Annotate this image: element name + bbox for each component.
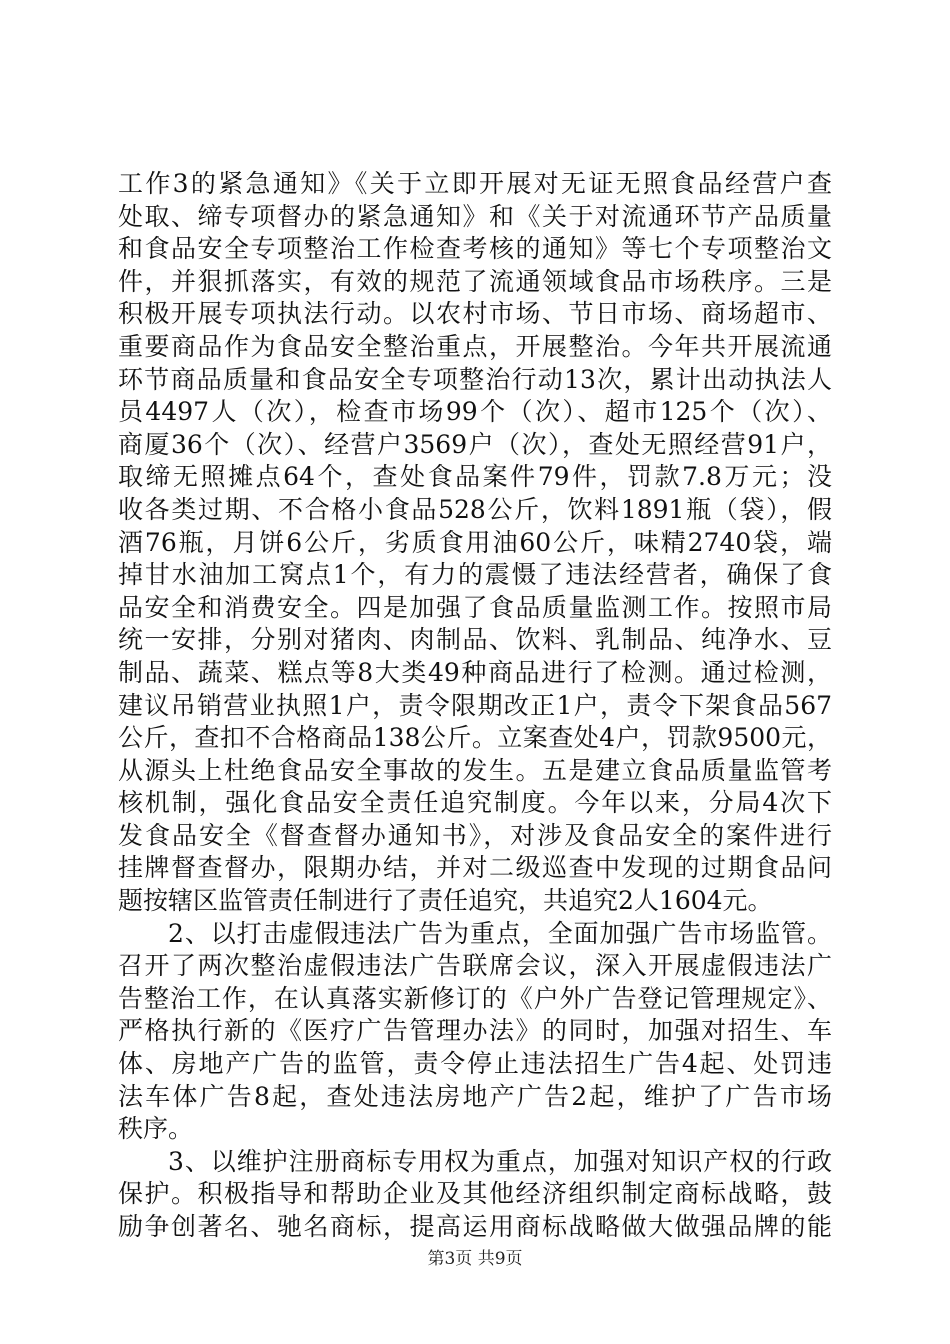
text-line: 制品、蔬菜、糕点等8大类49种商品进行了检测。通过检测， <box>118 657 832 687</box>
text-line: 法车体广告8起，查处违法房地产广告2起，维护了广告市场 <box>118 1081 832 1111</box>
text-line: 核机制，强化食品安全责任追究制度。今年以来，分局4次下 <box>118 788 832 818</box>
document-body <box>118 168 832 1244</box>
text-line: 从源头上杜绝食品安全事故的发生。五是建立食品质量监管考 <box>118 755 832 785</box>
text-line: 品安全和消费安全。四是加强了食品质量监测工作。按照市局 <box>118 592 832 622</box>
text-line: 保护。积极指导和帮助企业及其他经济组织制定商标战略，鼓 <box>118 1179 832 1209</box>
text-line: 3、以维护注册商标专用权为重点，加强对知识产权的行政 <box>168 1146 832 1176</box>
paragraph-food-safety <box>118 168 832 918</box>
text-line: 收各类过期、不合格小食品528公斤，饮料1891瓶（袋），假 <box>118 494 832 524</box>
paragraph-advertising <box>118 918 832 1146</box>
text-line: 告整治工作，在认真落实新修订的《户外广告登记管理规定》、 <box>118 983 832 1013</box>
text-line: 建议吊销营业执照1户，责令限期改正1户，责令下架食品567 <box>118 690 832 720</box>
text-line: 体、房地产广告的监管，责令停止违法招生广告4起、处罚违 <box>118 1049 832 1079</box>
paragraph-trademark <box>118 1146 832 1244</box>
text-line: 件，并狠抓落实，有效的规范了流通领域食品市场秩序。三是 <box>118 266 832 296</box>
text-line: 掉甘水油加工窝点1个，有力的震慑了违法经营者，确保了食 <box>118 560 832 590</box>
text-line: 商厦36个（次）、经营户3569户（次），查处无照经营91户， <box>118 429 832 459</box>
text-line: 处取、缔专项督办的紧急通知》和《关于对流通环节产品质量 <box>118 201 832 231</box>
text-line: 励争创著名、驰名商标，提高运用商标战略做大做强品牌的能 <box>118 1212 832 1241</box>
page-number-footer: 第3页 共9页 <box>427 1249 523 1269</box>
text-line: 挂牌督查督办，限期办结，并对二级巡查中发现的过期食品问 <box>118 853 832 883</box>
text-line: 召开了两次整治虚假违法广告联席会议，深入开展虚假违法广 <box>118 951 832 981</box>
text-line: 积极开展专项执法行动。以农村市场、节日市场、商场超市、 <box>118 299 832 329</box>
text-line: 统一安排，分别对猪肉、肉制品、饮料、乳制品、纯净水、豆 <box>118 625 832 655</box>
text-line: 员4497人（次），检查市场99个（次）、超市125个（次）、 <box>118 397 832 427</box>
text-line: 秩序。 <box>118 1114 194 1144</box>
text-line: 和食品安全专项整治工作检查考核的通知》等七个专项整治文 <box>118 234 832 264</box>
text-line: 严格执行新的《医疗广告管理办法》的同时，加强对招生、车 <box>118 1016 832 1046</box>
text-line: 环节商品质量和食品安全专项整治行动13次，累计出动执法人 <box>118 364 832 394</box>
text-line: 2、以打击虚假违法广告为重点，全面加强广告市场监管。 <box>168 918 832 948</box>
text-line: 题按辖区监管责任制进行了责任追究，共追究2人1604元。 <box>118 886 773 916</box>
text-line: 重要商品作为食品安全整治重点，开展整治。今年共开展流通 <box>118 331 832 361</box>
text-line: 取缔无照摊点64个，查处食品案件79件，罚款7.8万元；没 <box>118 462 832 492</box>
text-line: 发食品安全《督查督办通知书》，对涉及食品安全的案件进行 <box>118 820 832 850</box>
text-line: 公斤，查扣不合格商品138公斤。立案查处4户，罚款9500元， <box>118 723 832 753</box>
text-line: 酒76瓶，月饼6公斤，劣质食用油60公斤，味精2740袋，端 <box>118 527 832 557</box>
text-line: 工作3的紧急通知》《关于立即开展对无证无照食品经营户查 <box>118 169 832 198</box>
